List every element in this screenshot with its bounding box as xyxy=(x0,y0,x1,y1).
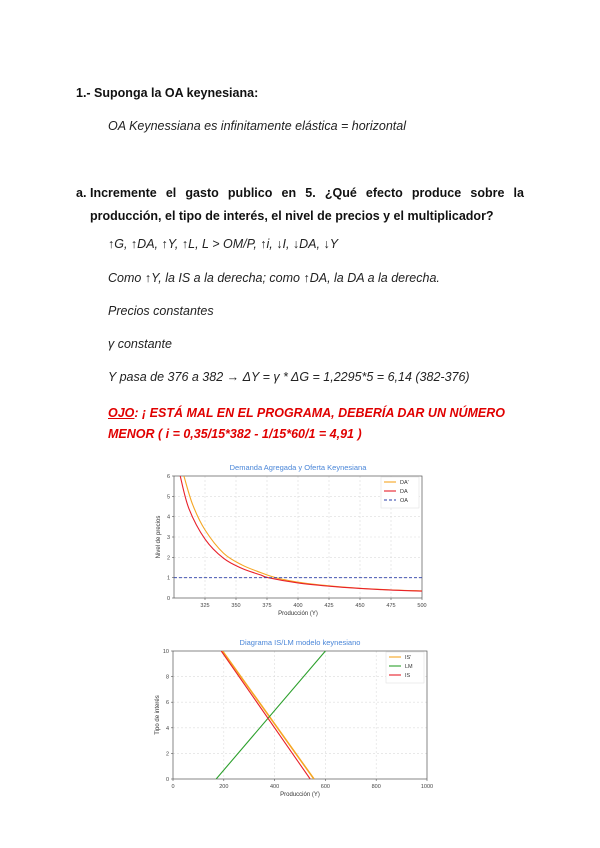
is-lm-chart xyxy=(145,635,445,805)
x-tick-label: 325 xyxy=(200,603,210,609)
answer-line-gamma: γ constante xyxy=(108,337,172,351)
y-tick-label: 2 xyxy=(166,555,170,562)
aggregate-demand-chart xyxy=(150,462,440,622)
legend-label: OA xyxy=(400,498,408,504)
question-label: a. xyxy=(76,186,87,200)
x-axis-label: Producción (Y) xyxy=(278,611,318,617)
x-tick-label: 1000 xyxy=(420,784,434,790)
answer-line-shift: Como ↑Y, la IS a la derecha; como ↑DA, la DA a la derecha. xyxy=(108,271,440,285)
y-axis-label: Tipo de interés xyxy=(155,695,161,735)
y-axis-label: Nivel de precios xyxy=(156,515,162,559)
series-line-2 xyxy=(221,651,310,779)
x-tick-label: 450 xyxy=(355,603,365,609)
x-tick-label: 375 xyxy=(262,603,272,609)
y-tick-label: 3 xyxy=(166,535,170,541)
x-tick-label: 200 xyxy=(219,784,229,790)
x-tick-label: 400 xyxy=(293,603,303,609)
x-tick-label: 600 xyxy=(320,784,330,790)
x-tick-label: 0 xyxy=(171,784,175,790)
x-tick-label: 350 xyxy=(231,603,241,609)
y-tick-label: 8 xyxy=(165,674,169,681)
chart-title: Demanda Agregada y Oferta Keynesiana xyxy=(229,463,367,472)
y-tick-label: 1 xyxy=(166,575,170,582)
y-tick-label: 4 xyxy=(165,725,169,732)
x-tick-label: 500 xyxy=(417,603,427,609)
answer-line-output: Y pasa de 376 a 382 → ΔY = γ * ΔG = 1,2295*5 = 6,14 (382-376) xyxy=(108,370,470,384)
y-tick-label: 6 xyxy=(165,700,169,707)
section-heading: 1.- Suponga la OA keynesiana: xyxy=(76,86,259,100)
series-line-1 xyxy=(216,651,325,779)
x-tick-label: 800 xyxy=(371,784,381,790)
x-tick-label: 400 xyxy=(270,784,280,790)
answer-line-chain: ↑G, ↑DA, ↑Y, ↑L, L > OM/P, ↑i, ↓I, ↓DA, ↓Y xyxy=(108,237,339,251)
oa-description: OA Keynessiana es infinitamente elástica = horizontal xyxy=(108,119,406,133)
legend-label: DA' xyxy=(400,480,409,486)
legend-label: LM xyxy=(405,664,413,670)
legend-label: IS' xyxy=(405,655,412,661)
x-tick-label: 425 xyxy=(324,603,334,609)
x-axis-label: Producción (Y) xyxy=(280,792,320,798)
warning-note xyxy=(108,403,528,445)
question-a xyxy=(76,182,524,228)
legend-label: DA xyxy=(400,489,408,495)
y-tick-label: 5 xyxy=(166,494,170,501)
question-text: Incremente el gasto publico en 5. ¿Qué efecto produce sobre la producción, el tipo de interés, el nivel de precios y el multiplicador? xyxy=(90,186,524,223)
y-tick-label: 4 xyxy=(166,514,170,521)
ojo-label: OJO xyxy=(108,406,135,420)
y-tick-label: 10 xyxy=(162,649,169,655)
y-tick-label: 6 xyxy=(166,474,170,480)
x-tick-label: 475 xyxy=(386,603,396,609)
y-tick-label: 0 xyxy=(165,777,169,783)
series-line-0 xyxy=(223,651,314,779)
chart-title: Diagrama IS/LM modelo keynesiano xyxy=(239,638,361,647)
y-tick-label: 2 xyxy=(165,751,169,758)
legend-label: IS xyxy=(405,673,411,679)
warning-text: : ¡ ESTÁ MAL EN EL PROGRAMA, DEBERÍA DAR UN NÚMERO MENOR ( i = 0,35/15*382 - 1/15*60/1 = 4,91 ) xyxy=(108,406,506,441)
answer-line-prices: Precios constantes xyxy=(108,304,214,318)
y-tick-label: 0 xyxy=(166,596,170,602)
